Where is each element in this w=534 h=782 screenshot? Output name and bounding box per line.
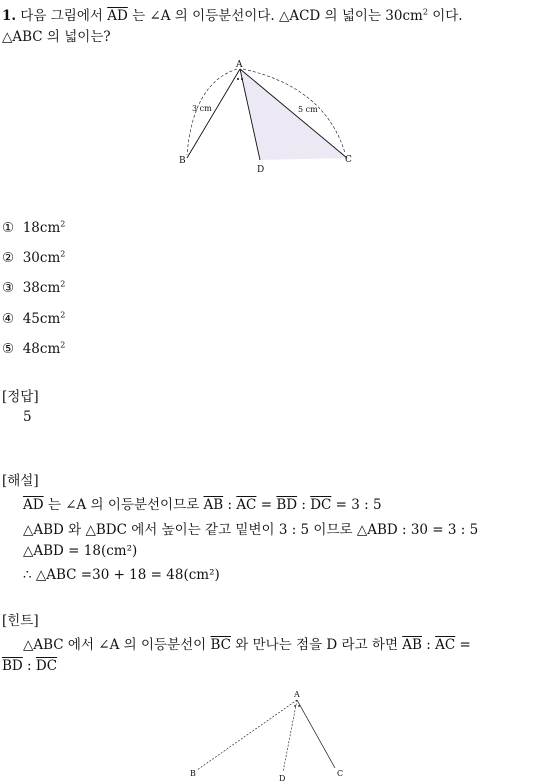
solution-line-4: ∴ △ABC =30 + 18 = 48(cm²) xyxy=(23,567,220,583)
hint-heading: [힌트] xyxy=(2,613,39,629)
solution-heading: [해설] xyxy=(2,473,39,489)
triangle-figure xyxy=(175,55,365,180)
vertex-b: B xyxy=(179,156,186,166)
side-ac xyxy=(297,700,335,768)
hint-line-1: △ABC 에서 ∠A 의 이등분선이 $\overline{BC}$ 와 만나는 점을 D 라고 하면 $\overline{AB}$ : $\overline{AC}$ = xyxy=(23,637,471,653)
side-ab xyxy=(197,700,297,770)
vertex-d: D xyxy=(257,165,265,175)
answer-heading: [정답] xyxy=(2,389,39,405)
vertex-a: A xyxy=(294,690,300,699)
question-line-2: △ABC 의 넓이는? xyxy=(2,29,111,45)
choice-3[interactable]: ③ $38cm^2$ xyxy=(2,279,66,296)
hint-line-2: $\overline{BD}$ : $\overline{DC}$ xyxy=(2,658,58,674)
solution-line-2: △ABD 와 △BDC 에서 높이는 같고 밑변이 3 : 5 이므로 △ABD : 30 = 3 : 5 xyxy=(23,522,479,538)
vertex-c: C xyxy=(345,155,352,165)
hint-triangle-figure xyxy=(185,688,355,782)
question-text: 다음 그림에서 xyxy=(20,8,103,24)
choice-1[interactable]: ① $18cm^2$ xyxy=(2,219,66,236)
choice-2[interactable]: ② $30cm^2$ xyxy=(2,249,66,266)
question-text-2: 는 ∠A 의 이등분선이다. △ACD 의 넓이는 30cm xyxy=(132,8,423,24)
choice-4[interactable]: ④ $45cm^2$ xyxy=(2,310,66,327)
solution-line-3: △ABD = 18(cm²) xyxy=(23,543,138,559)
superscript: 2 xyxy=(422,7,428,17)
vertex-a: A xyxy=(236,60,243,70)
segment-ad: $\overline{AD}$ xyxy=(107,8,128,24)
question-text-3: 이다. xyxy=(432,8,463,24)
question-line-1 xyxy=(2,4,463,24)
vertex-c: C xyxy=(337,769,344,778)
choice-5[interactable]: ⑤ $48cm^2$ xyxy=(2,340,66,357)
question-number: 1. xyxy=(2,8,17,24)
bisector-ad xyxy=(283,700,297,772)
length-ac: 5 cm xyxy=(298,105,318,114)
side-ab xyxy=(187,69,240,158)
answer-value: 5 xyxy=(23,409,32,425)
vertex-d: D xyxy=(279,774,286,782)
solution-line-1: $\overline{AD}$ 는 ∠A 의 이등분선이므로 $\overline{AB}$ : $\overline{AC} = \overline{BD}$ : $\overline{DC} = 3$ : 5 xyxy=(23,497,382,513)
vertex-b: B xyxy=(190,769,196,778)
length-ab: 3 cm xyxy=(192,104,212,113)
